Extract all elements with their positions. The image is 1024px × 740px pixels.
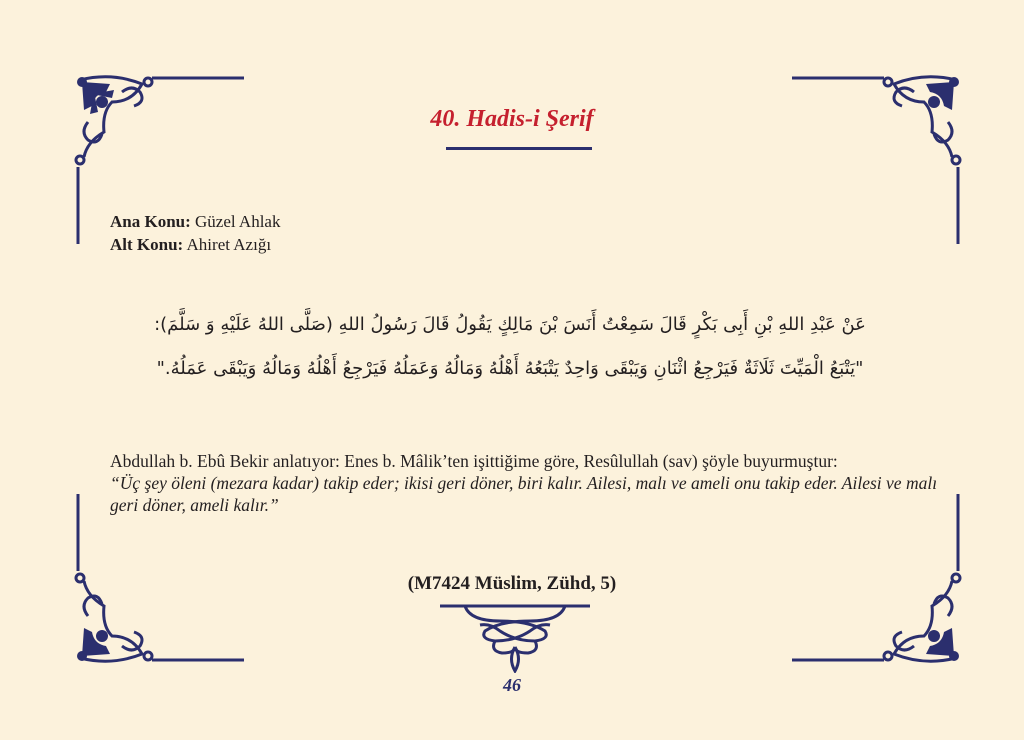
arabic-isnad: عَنْ عَبْدِ اللهِ بْنِ أَبِى بَكْرٍ قَالَ سَمِعْتُ أَنَسَ بْنَ مَالِكٍ يَقُولُ قَالَ رَسُولُ اللهِ (صَلَّى اللهُ عَلَيْهِ وَ سَلَّمَ):	[154, 314, 866, 335]
main-topic	[110, 212, 280, 232]
translation	[110, 450, 940, 516]
sub-topic-value: Ahiret Azığı	[183, 235, 272, 254]
translation-quote: “Üç şey öleni (mezara kadar) takip eder; ikisi geri döner, biri kalır. Ailesi, malı ve ameli onu takip eder. Ailesi ve malı geri döner, ameli kalır.”	[110, 473, 938, 515]
title-underline	[446, 147, 592, 150]
arabic-hadith-text: "يَتْبَعُ الْمَيِّتَ ثَلَاثَةٌ فَيَرْجِعُ اثْنَانِ وَيَبْقَى وَاحِدٌ يَتْبَعُهُ أَهْلُهُ وَمَالُهُ وَعَمَلُهُ فَيَرْجِعُ أَهْلُهُ وَمَالُهُ وَيَبْقَى عَمَلُهُ."	[156, 358, 864, 379]
main-topic-label: Ana Konu:	[110, 212, 191, 231]
hadith-source: (M7424 Müslim, Zühd, 5)	[407, 573, 617, 594]
corner-ornament-top-right	[789, 72, 964, 247]
translation-intro: Abdullah b. Ebû Bekir anlatıyor: Enes b. Mâlik’ten işittiğime göre, Resûlullah (sav) şöyle buyurmuştur:	[110, 451, 838, 471]
page-number: 46	[503, 675, 521, 695]
main-topic-value: Güzel Ahlak	[190, 212, 281, 231]
page-title: 40. Hadis-i Şerif	[430, 106, 594, 132]
sub-topic-label: Alt Konu:	[110, 235, 184, 254]
knot-ornament	[440, 603, 590, 673]
sub-topic	[110, 235, 271, 255]
